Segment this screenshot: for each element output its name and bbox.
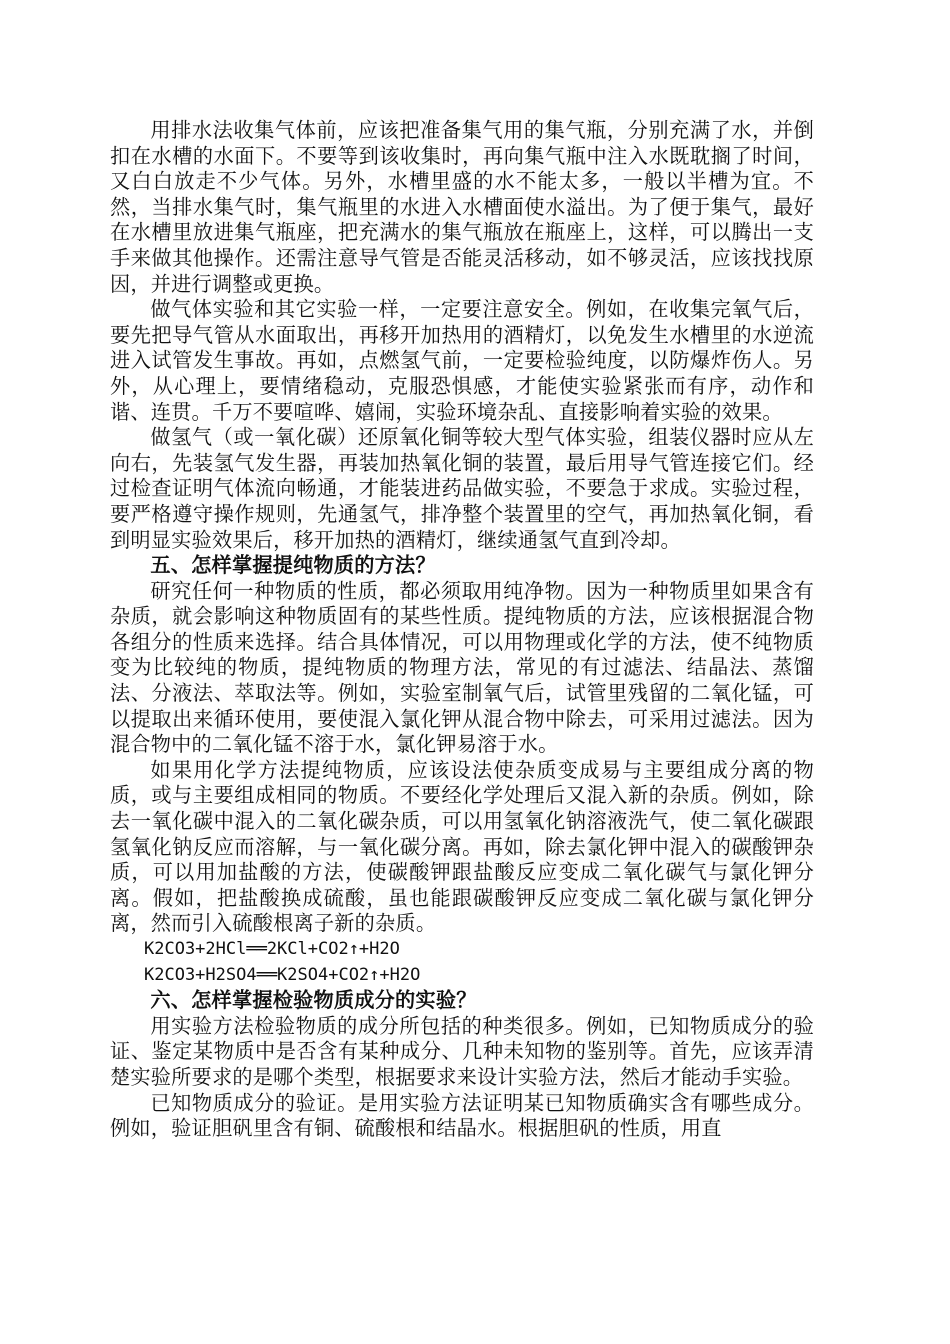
paragraph-water-displacement: 用排水法收集气体前，应该把准备集气用的集气瓶，分别充满了水，并倒扣在水槽的水面下。不要等到该收集时，再向集气瓶中注入水既耽搁了时间，又白白放走不少气体。另外，水槽里盛的水不能太多，一般以半槽为宜。不然，当排水集气时，集气瓶里的水进入水槽面使水溢出。为了便于集气，最好在水槽里放进集气瓶座，把充满水的集气瓶放在瓶座上，这样，可以腾出一支手来做其他操作。还需注意导气管是否能灵活移动，如不够灵活，应该找找原因，并进行调整或更换。 — [110, 118, 814, 296]
section-heading-composition-test: 六、怎样掌握检验物质成分的实验？ — [150, 988, 477, 1013]
equation-hcl: K2CO3+2HCl══2KCl+CO2↑+H2O — [144, 939, 400, 959]
paragraph-safety: 做气体实验和其它实验一样，一定要注意安全。例如，在收集完氧气后，要先把导气管从水面取出，再移开加热用的酒精灯，以免发生水槽里的水逆流进入试管发生事故。再如，点燃氢气前，一定要检验纯度，以防爆炸伤人。另外，从心理上，要情绪稳动，克服恐惧感，才能使实验紧张而有序，动作和谐、连贯。千万不要喧哗、嬉闹，实验环境杂乱、直接影响着实验的效果。 — [110, 297, 814, 424]
paragraph-composition-intro: 用实验方法检验物质的成分所包括的种类很多。例如，已知物质成分的验证、鉴定某物质中是否含有某种成分、几种未知物的鉴别等。首先，应该弄清楚实验所要求的是哪个类型，根据要求来设计实验方法，然后才能动手实验。 — [110, 1013, 814, 1089]
paragraph-hydrogen-reduction: 做氢气（或一氧化碳）还原氧化铜等较大型气体实验，组装仪器时应从左向右，先装氢气发生器，再装加热氧化铜的装置，最后用导气管连接它们。经过检查证明气体流向畅通，才能装进药品做实验，不要急于求成。实验过程，要严格遵守操作规则，先通氢气，排净整个装置里的空气，再加热氧化铜，看到明显实验效果后，移开加热的酒精灯，继续通氢气直到冷却。 — [110, 425, 814, 552]
paragraph-chemical-purification: 如果用化学方法提纯物质，应该设法使杂质变成易与主要组成分离的物质，或与主要组成相同的物质。不要经化学处理后又混入新的杂质。例如，除去一氧化碳中混入的二氧化碳杂质，可以用氢氧化钠溶液洗气，使二氧化碳跟氢氧化钠反应而溶解，与一氧化碳分离。再如，除去氯化钾中混入的碳酸钾杂质，可以用加盐酸的方法，使碳酸钾跟盐酸反应变成二氧化碳气与氯化钾分离。假如，把盐酸换成硫酸，虽也能跟碳酸钾反应变成二氧化碳与氯化钾分离，然而引入硫酸根离子新的杂质。 — [110, 757, 814, 936]
section-heading-purification: 五、怎样掌握提纯物质的方法？ — [150, 553, 436, 578]
paragraph-known-composition: 已知物质成分的验证。是用实验方法证明某已知物质确实含有哪些成分。例如，验证胆矾里含有铜、硫酸根和结晶水。根据胆矾的性质，用直 — [110, 1090, 814, 1141]
equation-h2so4: K2CO3+H2SO4══K2SO4+CO2↑+H2O — [144, 964, 421, 985]
paragraph-physical-purification: 研究任何一种物质的性质，都必须取用纯净物。因为一种物质里如果含有杂质，就会影响这种物质固有的某些性质。提纯物质的方法，应该根据混合物各组分的性质来选择。结合具体情况，可以用物理或化学的方法，使不纯物质变为比较纯的物质，提纯物质的物理方法，常见的有过滤法、结晶法、蒸馏法、分液法、萃取法等。例如，实验室制氧气后，试管里残留的二氧化锰，可以提取出来循环使用，要使混入氯化钾从混合物中除去，可采用过滤法。因为混合物中的二氧化锰不溶于水，氯化钾易溶于水。 — [110, 578, 814, 757]
